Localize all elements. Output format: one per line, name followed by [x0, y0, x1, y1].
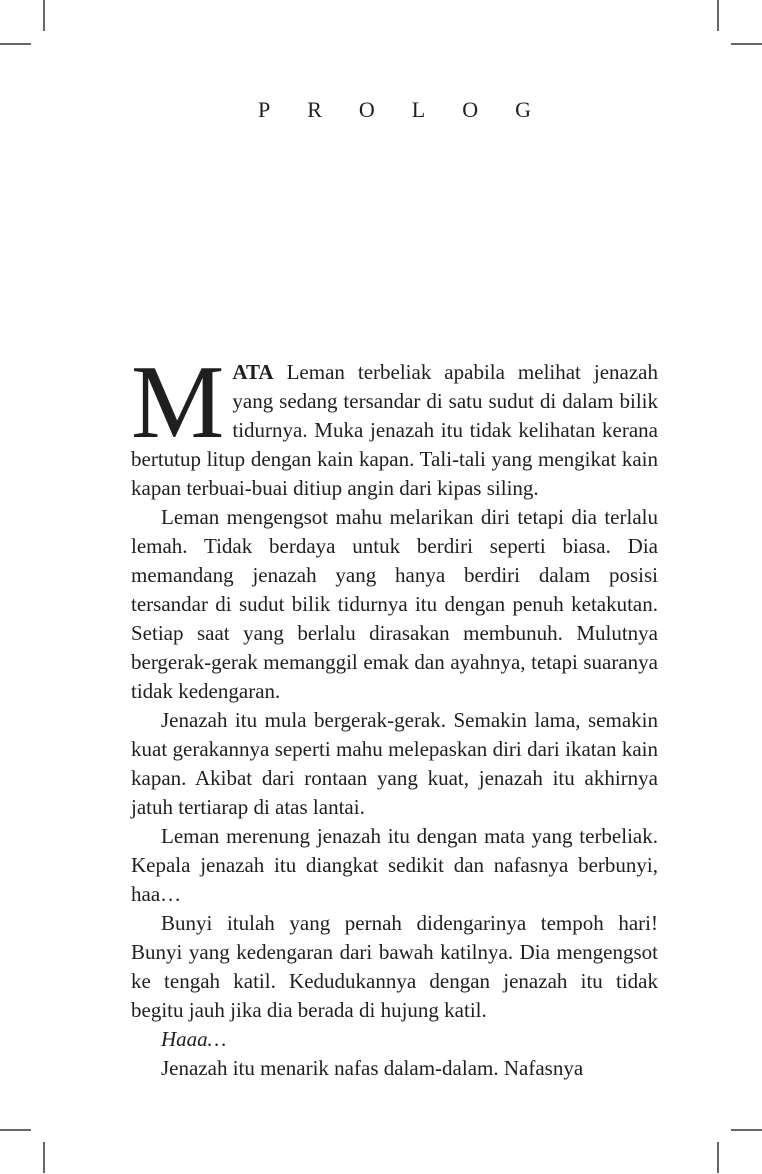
opening-paragraph-text: Leman terbeliak apabila melihat jenazah yang sedang tersandar di satu sudut di dalam bilik tidurnya. Muka jenazah itu tidak kelihatan kerana bertutup litup dengan kain kapan. Tali-tali yang mengikat kain kapan terbuai-buai ditiup angin dari kipas siling.	[131, 360, 658, 500]
crop-mark-top-right-vertical	[717, 0, 719, 31]
crop-mark-bottom-right-horizontal	[731, 1129, 762, 1131]
crop-mark-bottom-left-horizontal	[0, 1129, 31, 1131]
paragraph: Leman merenung jenazah itu dengan mata yang terbeliak. Kepala jenazah itu diangkat sedikit dan nafasnya berbunyi, haa…	[131, 824, 658, 906]
crop-mark-top-left-vertical	[43, 0, 45, 31]
paragraph: Leman mengengsot mahu melarikan diri tetapi dia terlalu lemah. Tidak berdaya untuk berdiri seperti biasa. Dia memandang jenazah yang hanya berdiri dalam posisi tersandar di sudut bilik tidurnya itu dengan penuh ketakutan. Setiap saat yang berlalu dirasakan membunuh. Mulutnya bergerak-gerak memanggil emak dan ayahnya, tetapi suaranya tidak kedengaran.	[131, 505, 658, 703]
crop-mark-top-right-horizontal	[731, 43, 762, 45]
paragraph: Jenazah itu menarik nafas dalam-dalam. Nafasnya	[161, 1056, 584, 1080]
chapter-title: PROLOG	[257, 97, 568, 122]
paragraph-italic-sound: Haaa…	[161, 1027, 227, 1051]
crop-mark-bottom-left-vertical	[43, 1142, 45, 1173]
lead-word: ATA	[232, 360, 274, 384]
crop-mark-top-left-horizontal	[0, 43, 31, 45]
paragraph: Bunyi itulah yang pernah didengarinya tempoh hari! Bunyi yang kedengaran dari bawah katilnya. Dia mengengsot ke tengah katil. Kedudukannya dengan jenazah itu tidak begitu jauh jika dia berada di hujung katil.	[131, 911, 658, 1022]
body-text-block	[131, 343, 658, 1083]
crop-mark-bottom-right-vertical	[717, 1142, 719, 1173]
opening-paragraph	[131, 343, 658, 503]
drop-cap-letter: M	[131, 343, 225, 460]
paragraph: Jenazah itu mula bergerak-gerak. Semakin lama, semakin kuat gerakannya seperti mahu melepaskan diri dari ikatan kain kapan. Akibat dari rontaan yang kuat, jenazah itu akhirnya jatuh tertiarap di atas lantai.	[131, 708, 658, 819]
